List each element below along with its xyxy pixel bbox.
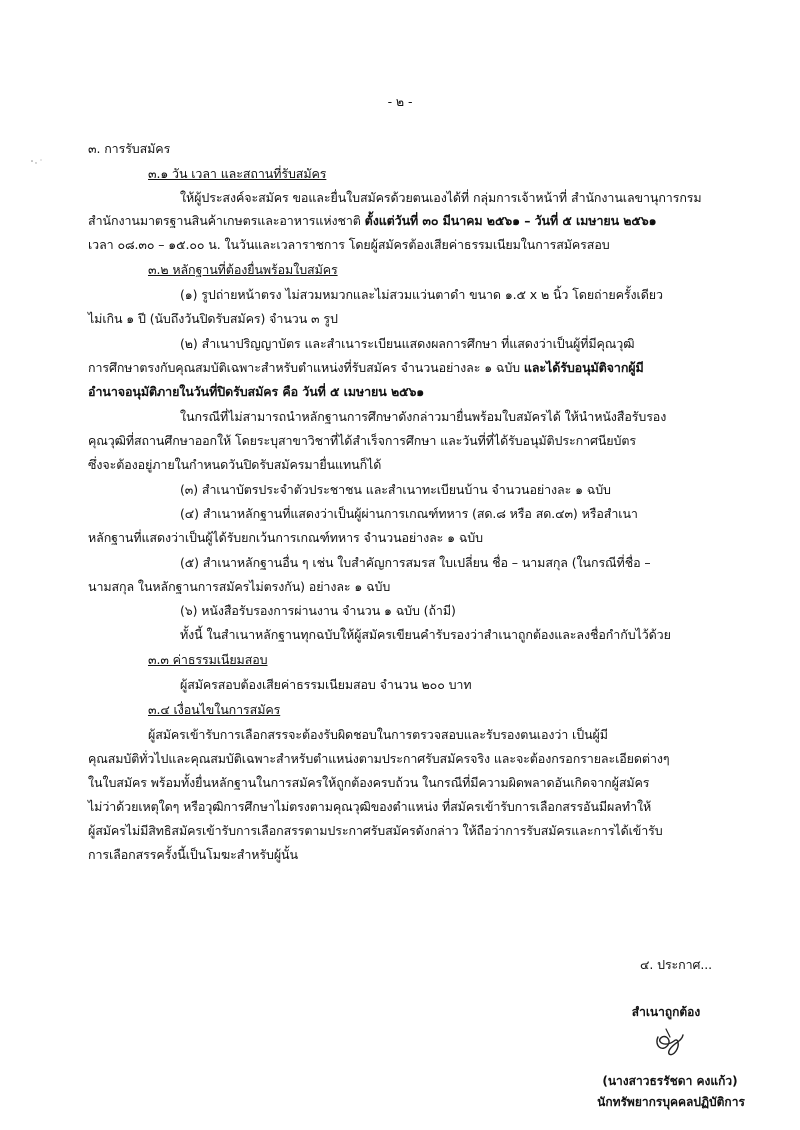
section-3-2-heading: ๓.๒ หลักฐานที่ต้องยื่นพร้อมใบสมัคร xyxy=(148,262,338,277)
page-number: - ๒ - xyxy=(387,94,413,109)
closing-date: วันที่ ๕ เมษายน ๒๕๖๑ xyxy=(302,384,425,399)
application-period: ตั้งแต่วันที่ ๓๐ มีนาคม ๒๕๖๑ – วันที่ ๕ เมษายน ๒๕๖๑ xyxy=(364,213,657,228)
item-2-line-b2: และได้รับอนุมัติจากผู้มี xyxy=(523,360,644,375)
conditions-line-1: ผู้สมัครเข้ารับการเลือกสรรจะต้องรับผิดชอบในการตรวจสอบและรับรองตนเองว่า เป็นผู้มี xyxy=(148,727,608,742)
continuation-note: ๔. ประกาศ... xyxy=(640,957,713,972)
signer-name: (นางสาวธรรัชดา คงแก้ว) xyxy=(602,1074,738,1088)
section-3-1-line-3: เวลา ๐๘.๓๐ – ๑๕.๐๐ น. ในวันและเวลาราชการ โดยผู้สมัครต้องเสียค่าธรรมเนียมในการสมัครสอบ xyxy=(88,237,610,252)
note-line-1: ในกรณีที่ไม่สามารถนำหลักฐานการศึกษาดังกล่าวมายื่นพร้อมใบสมัครได้ ให้นำหนังสือรับรอง xyxy=(180,409,667,424)
item-6: (๖) หนังสือรับรองการผ่านงาน จำนวน ๑ ฉบับ (ถ้ามี) xyxy=(180,603,456,618)
conditions-line-3: ในใบสมัคร พร้อมทั้งยื่นหลักฐานในการสมัครให้ถูกต้องครบถ้วน ในกรณีที่มีความผิดพลาดอันเกิดจากผู้สมัคร xyxy=(88,775,650,790)
item-4-line-a: (๔) สำเนาหลักฐานที่แสดงว่าเป็นผู้ผ่านการเกณฑ์ทหาร (สด.๘ หรือ สด.๔๓) หรือสำเนา xyxy=(180,506,638,521)
certified-copy-label: สำเนาถูกต้อง xyxy=(631,1005,701,1019)
conditions-line-2: คุณสมบัติทั่วไปและคุณสมบัติเฉพาะสำหรับตำแหน่งตามประกาศรับสมัครจริง และจะต้องกรอกรายละเอียดต่างๆ xyxy=(88,751,670,766)
item-5-line-a: (๕) สำเนาหลักฐานอื่น ๆ เช่น ใบสำคัญการสมรส ใบเปลี่ยน ชื่อ – นามสกุล (ในกรณีที่ชื่อ – xyxy=(180,555,651,570)
item-2-line-b1: การศึกษาตรงกับคุณสมบัติเฉพาะสำหรับตำแหน่งที่รับสมัคร จำนวนอย่างละ ๑ ฉบับ xyxy=(88,360,524,375)
item-4-line-b: หลักฐานที่แสดงว่าเป็นผู้ได้รับยกเว้นการเกณฑ์ทหาร จำนวนอย่างละ ๑ ฉบับ xyxy=(88,530,483,545)
exam-fee-text: ผู้สมัครสอบต้องเสียค่าธรรมเนียมสอบ จำนวน ๒๐๐ บาท xyxy=(180,677,472,692)
section-3-1-line-2a: สำนักงานมาตรฐานสินค้าเกษตรและอาหารแห่งชาติ xyxy=(88,213,365,228)
item-2-line-c1: อำนาจอนุมัติภายในวันที่ปิดรับสมัคร คือ xyxy=(88,384,303,399)
note-line-3: ซึ่งจะต้องอยู่ภายในกำหนดวันปิดรับสมัครมายื่นแทนก็ได้ xyxy=(88,457,382,472)
item-3: (๓) สำเนาบัตรประจำตัวประชาชน และสำเนาทะเบียนบ้าน จำนวนอย่างละ ๑ ฉบับ xyxy=(180,482,611,497)
conditions-line-4: ไม่ว่าด้วยเหตุใดๆ หรือวุฒิการศึกษาไม่ตรงตามคุณวุฒิของตำแหน่ง ที่สมัครเข้ารับการเลือกสรรอันมีผลทำให้ xyxy=(88,799,652,814)
section-3-1-heading: ๓.๑ วัน เวลา และสถานที่รับสมัคร xyxy=(148,166,327,181)
scan-speck xyxy=(30,158,44,166)
section-3-3-heading: ๓.๓ ค่าธรรมเนียมสอบ xyxy=(148,652,268,667)
section-3-title: ๓. การรับสมัคร xyxy=(88,141,171,156)
item-2-line-c xyxy=(88,384,424,400)
conditions-line-5: ผู้สมัครไม่มีสิทธิสมัครเข้ารับการเลือกสรรตามประกาศรับสมัครดังกล่าว ให้ถือว่าการรับสมัครและการได้เข้ารับ xyxy=(88,823,663,838)
item-1-line-b: ไม่เกิน ๑ ปี (นับถึงวันปิดรับสมัคร) จำนวน ๓ รูป xyxy=(88,311,338,326)
note-line-2: คุณวุฒิที่สถานศึกษาออกให้ โดยระบุสาขาวิชาที่ได้สำเร็จการศึกษา และวันที่ที่ได้รับอนุมัติประกาศนียบัตร xyxy=(88,433,636,448)
item-2-line-a: (๒) สำเนาปริญญาบัตร และสำเนาระเบียนแสดงผลการศึกษา ที่แสดงว่าเป็นผู้ที่มีคุณวุฒิ xyxy=(180,336,635,351)
conditions-line-6: การเลือกสรรครั้งนี้เป็นโมฆะสำหรับผู้นั้น xyxy=(88,847,298,862)
section-3-1-line-1: ให้ผู้ประสงค์จะสมัคร ขอและยื่นใบสมัครด้วยตนเองได้ที่ กลุ่มการเจ้าหน้าที่ สำนักงานเลขานุการกรม xyxy=(180,190,702,205)
item-5-line-b: นามสกุล ในหลักฐานการสมัครไม่ตรงกัน) อย่างละ ๑ ฉบับ xyxy=(88,579,391,594)
section-3-1-line-2 xyxy=(88,213,656,229)
signer-title: นักทรัพยากรบุคคลปฏิบัติการ xyxy=(597,1095,745,1109)
section-3-4-heading: ๓.๔ เงื่อนไขในการสมัคร xyxy=(148,702,281,717)
item-2-line-b xyxy=(88,360,644,376)
item-1-line-a: (๑) รูปถ่ายหน้าตรง ไม่สวมหมวกและไม่สวมแว่นตาดำ ขนาด ๑.๕ x ๒ นิ้ว โดยถ่ายครั้งเดียว xyxy=(180,287,663,302)
signature-mark xyxy=(652,1023,686,1063)
certification-note: ทั้งนี้ ในสำเนาหลักฐานทุกฉบับให้ผู้สมัครเขียนคำรับรองว่าสำเนาถูกต้องและลงชื่อกำกับไว้ด้วย xyxy=(180,627,671,642)
